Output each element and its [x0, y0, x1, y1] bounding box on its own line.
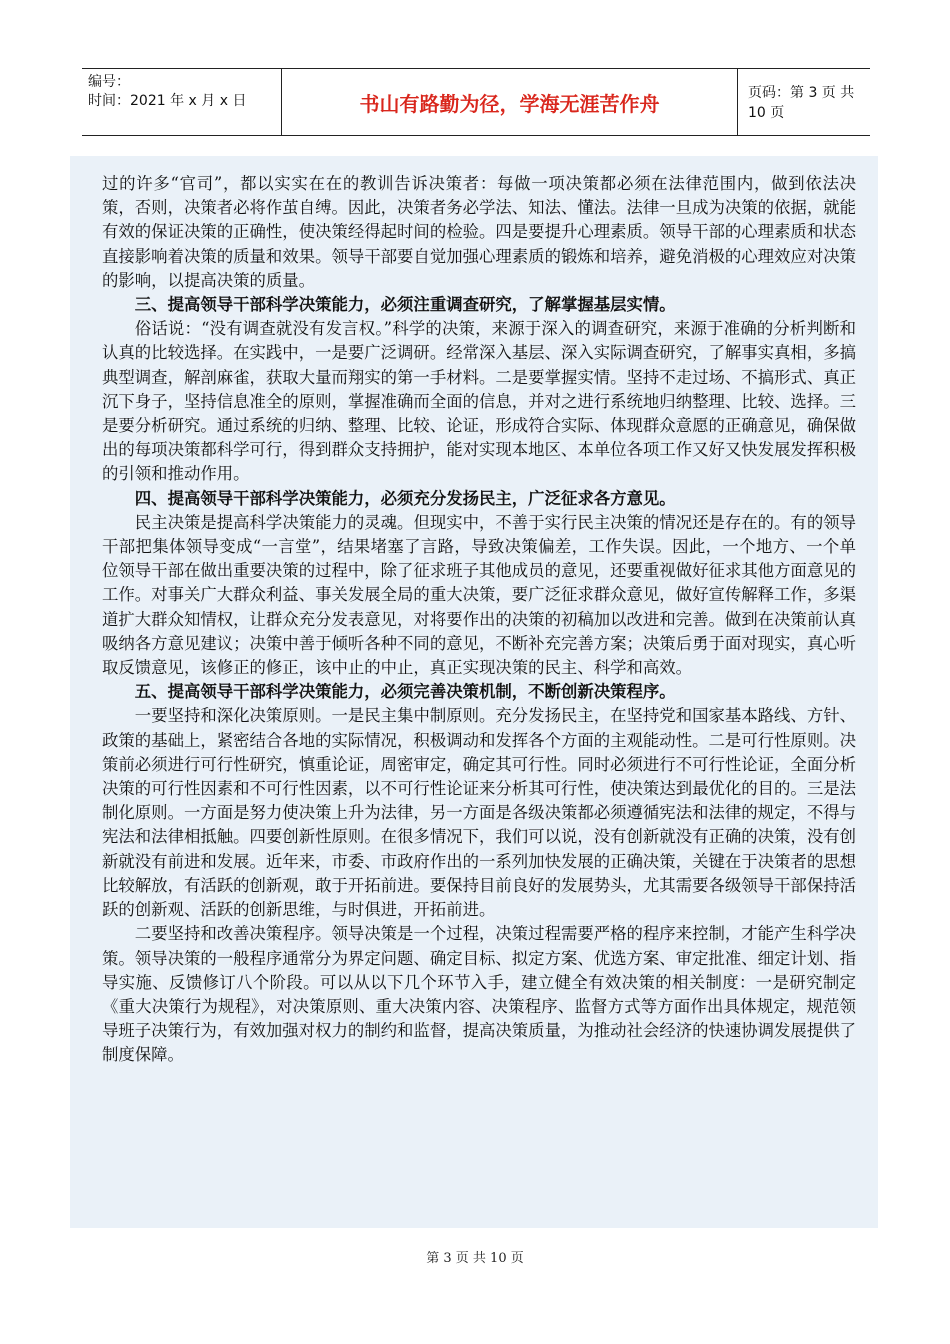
section-heading-4: 四、提高领导干部科学决策能力，必须充分发扬民主，广泛征求各方意见。	[134, 488, 676, 508]
date-line: 时间：2021 年 x 月 x 日	[88, 93, 247, 109]
document-body	[70, 156, 878, 1228]
page-header	[82, 68, 870, 136]
header-meta	[82, 69, 282, 135]
header-motto: 书山有路勤为径，学海无涯苦作舟	[282, 69, 738, 135]
section-heading-3: 三、提高领导干部科学决策能力，必须注重调查研究，了解掌握基层实情。	[134, 295, 676, 315]
number-label: 编号：	[88, 74, 130, 90]
paragraph-section-4: 民主决策是提高科学决策能力的灵魂。但现实中，不善于实行民主决策的情况还是存在的。有的领导干部把集体领导变成“一言堂”，结果堵塞了言路，导致决策偏差，工作失误。因此，一个地方、一个单位领导干部在做出重要决策的过程中，除了征求班子其他成员的意见，还要重视做好征求其他方面意见的工作。对事关广大群众利益、事关发展全局的重大决策，要广泛征求群众意见，做好宣传解释工作，多渠道扩大群众知情权，让群众充分发表意见，对将要作出的决策的初稿加以改进和完善。做到在决策前认真吸纳各方意见建议；决策中善于倾听各种不同的意见，不断补充完善方案；决策后勇于面对现实，真心听取反馈意见，该修正的修正，该中止的中止，真正实现决策的民主、科学和高效。	[102, 512, 856, 678]
section-heading-5: 五、提高领导干部科学决策能力，必须完善决策机制，不断创新决策程序。	[134, 682, 676, 702]
paragraph-decision-procedure: 二要坚持和改善决策程序。领导决策是一个过程，决策过程需要严格的程序来控制，才能产生科学决策。领导决策的一般程序通常分为界定问题、确定目标、拟定方案、优选方案、审定批准、细定计划、指导实施、反馈修订八个阶段。可以从以下几个环节入手，建立健全有效决策的相关制度：一是研究制定《重大决策行为规程》，对决策原则、重大决策内容、决策程序、监督方式等方面作出具体规定，规范领导班子决策行为，有效加强对权力的制约和监督，提高决策质量，为推动社会经济的快速协调发展提供了制度保障。	[102, 924, 856, 1065]
paragraph-section-3: 俗话说：“没有调查就没有发言权。”科学的决策，来源于深入的调查研究，来源于准确的分析判断和认真的比较选择。在实践中，一是要广泛调研。经常深入基层、深入实际调查研究，了解事实真相，多搞典型调查，解剖麻雀，获取大量而翔实的第一手材料。二是要掌握实情。坚持不走过场、不搞形式、真正沉下身子，坚持信息准全的原则，掌握准确而全面的信息，并对之进行系统地归纳整理、比较、选择。三是要分析研究。通过系统的归纳、整理、比较、论证，形成符合实际、体现群众意愿的正确意见，确保做出的每项决策都科学可行，得到群众支持拥护，能对实现本地区、本单位各项工作又好又快发展发挥积极的引领和推动作用。	[102, 319, 856, 484]
paragraph-continued: 过的许多“官司”，都以实实在在的教训告诉决策者：每做一项决策都必须在法律范围内，做到依法决策，否则，决策者必将作茧自缚。因此，决策者务必学法、知法、懂法。法律一旦成为决策的依据，就能有效的保证决策的正确性，使决策经得起时间的检验。四是要提升心理素质。领导干部的心理素质和状态直接影响着决策的质量和效果。领导干部要自觉加强心理素质的锻炼和培养，避免消极的心理效应对决策的影响，以提高决策的质量。	[102, 174, 856, 290]
page-footer: 第 3 页 共 10 页	[426, 1251, 524, 1266]
paragraph-decision-principles: 一要坚持和深化决策原则。一是民主集中制原则。充分发扬民主，在坚持党和国家基本路线、方针、政策的基础上，紧密结合各地的实际情况，积极调动和发挥各个方面的主观能动性。二是可行性原则。决策前必须进行可行性研究，慎重论证，周密审定，确定其可行性。同时必须进行不可行性论证，全面分析决策的可行性因素和不可行性因素，以不可行性论证来分析其可行性，使决策达到最优化的目的。三是法制化原则。一方面是努力使决策上升为法律，另一方面是各级决策都必须遵循宪法和法律的规定，不得与宪法和法律相抵触。四要创新性原则。在很多情况下，我们可以说，没有创新就没有正确的决策，没有创新就没有前进和发展。近年来，市委、市政府作出的一系列加快发展的正确决策，关键在于决策者的思想比较解放，有活跃的创新观，敢于开拓前进。要保持目前良好的发展势头，尤其需要各级领导干部保持活跃的创新观、活跃的创新思维，与时俱进，开拓前进。	[102, 706, 856, 920]
header-page-info: 页码：第 3 页 共 10 页	[748, 85, 855, 121]
